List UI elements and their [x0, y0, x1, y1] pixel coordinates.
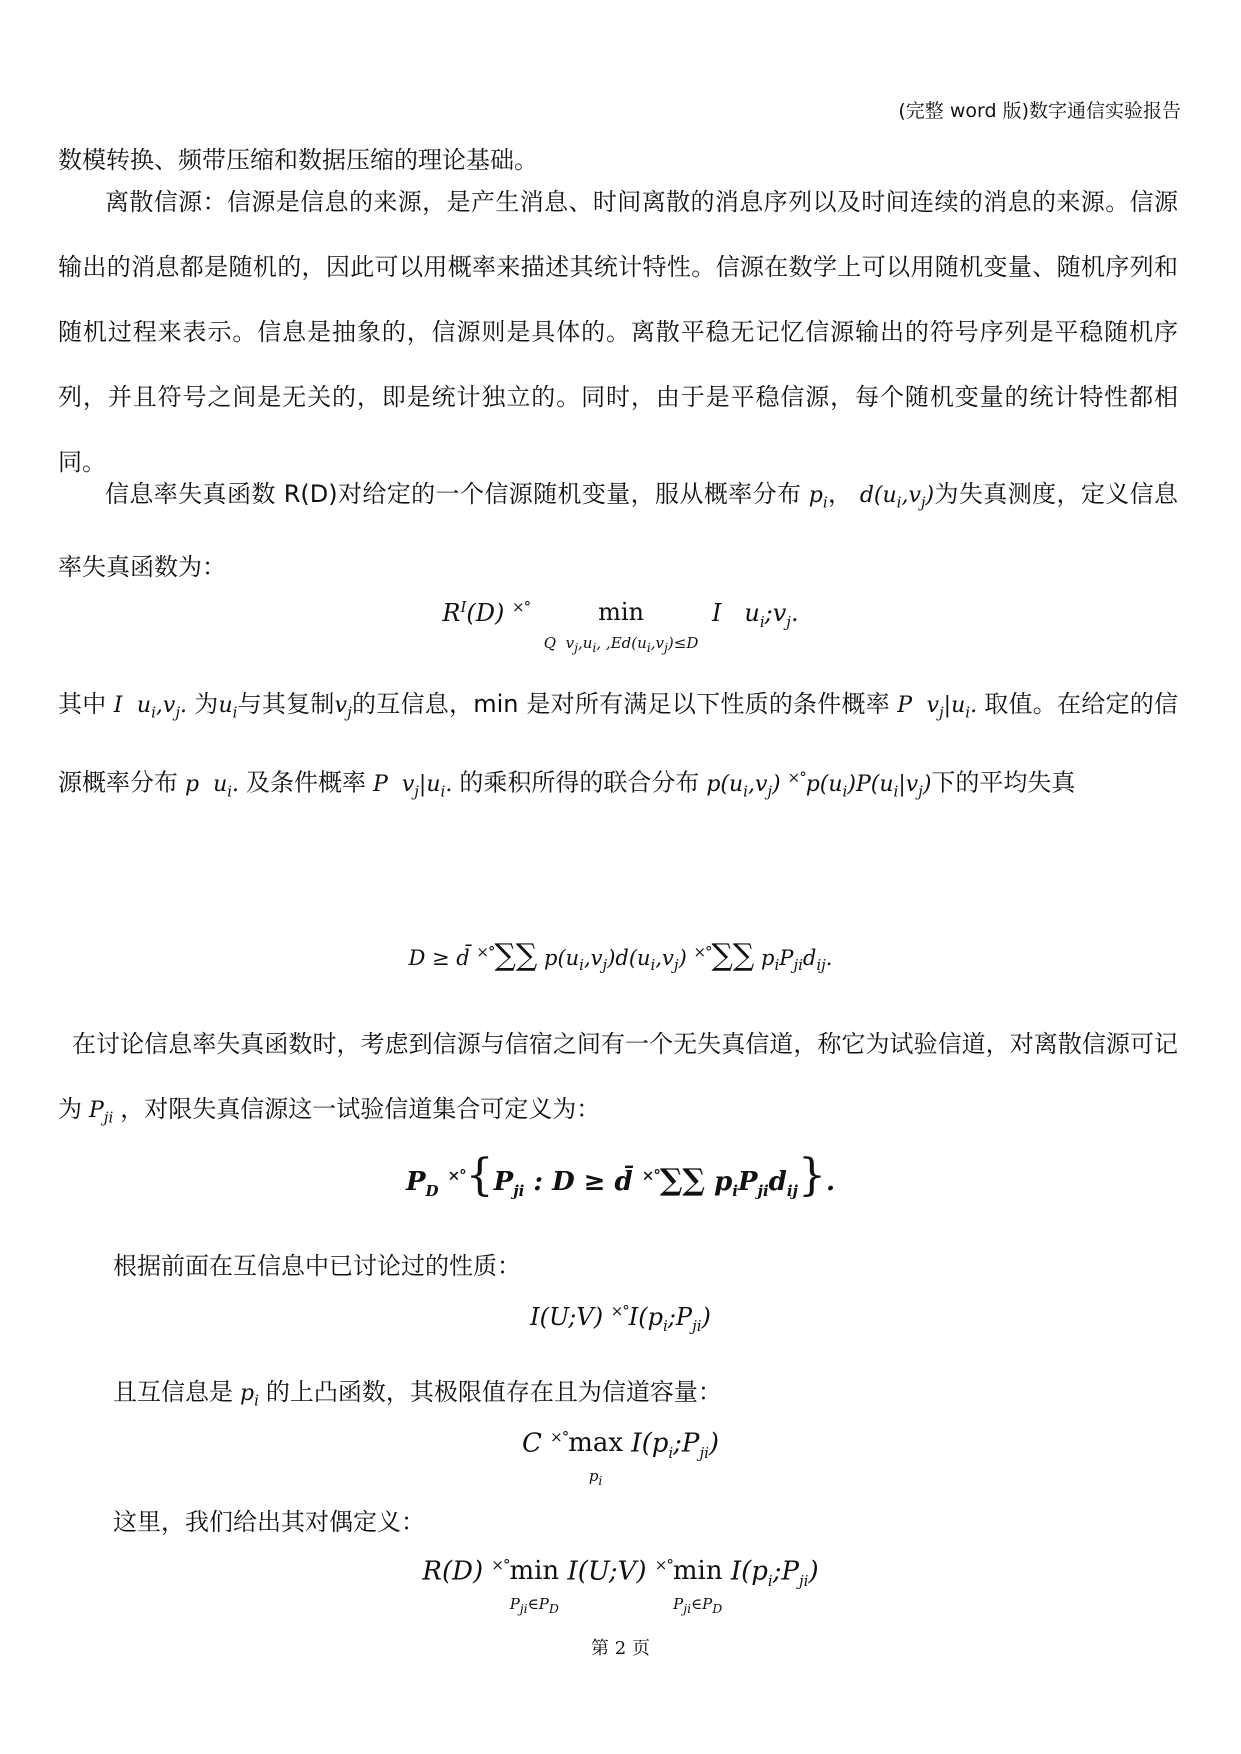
- equation-iuv: I(U;V) $^{\times^\circ}I(p_i;P_{ji})$: [530, 1302, 711, 1335]
- formula-v-j: $v_j$: [334, 693, 352, 722]
- p3-text-a: 信息率失真函数 R(D)对给定的一个信源随机变量，服从概率分布: [105, 480, 802, 508]
- p4-text-b: 为: [194, 690, 219, 718]
- formula-p-i-2: $p_i$: [233, 1381, 259, 1410]
- equation-pd-set: $P_D$ $^{\times^\circ}\{P_{ji}$ : D ≥ d̄ ×°∑∑ $p_iP_{ji}d_{ij}$}.: [405, 1150, 836, 1201]
- paragraph-rate-distortion: [58, 462, 1178, 600]
- p4-text-d: 的互信息，min 是对所有满足以下性质的条件概率: [351, 690, 891, 718]
- formula-joint: $p(u_i,v_j)$ $^{\times^\circ}p(u_i)P(u_i|v_j)$: [699, 768, 932, 801]
- page-number: 第 2 页: [591, 1638, 650, 1659]
- p4-text-a: 其中: [58, 690, 107, 718]
- paragraph-discrete-source: 离散信源：信源是信息的来源，是产生消息、时间离散的消息序列以及时间连续的消息的来源。信源输出的消息都是随机的，因此可以用概率来描述其统计特性。信源在数学上可以用随机变量、随机序列和随机过程来表示。信息是抽象的，信源则是具体的。离散平稳无记忆信源输出的符号序列是平稳随机序列，并且符号之间是无关的，即是统计独立的。同时，由于是平稳信源，每个随机变量的统计特性都相同。: [58, 188, 1178, 476]
- paragraph-mutual-info: [58, 672, 1178, 824]
- formula-p-i: $p_i$: [801, 483, 828, 512]
- p7-text-b: 的上凸函数，其极限值存在且为信道容量：: [265, 1378, 722, 1406]
- paragraph-concave: [58, 1360, 1178, 1433]
- formula-p-ji: $P_{ji}$: [82, 1098, 114, 1127]
- p5-text-b: ，对限失真信源这一试验信道集合可定义为：: [120, 1095, 601, 1123]
- page-header: (完整 word 版)数字通信实验报告: [898, 100, 1181, 122]
- formula-u-i: $u_i$: [218, 693, 238, 722]
- paragraph-property: 根据前面在互信息中已讨论过的性质：: [113, 1252, 521, 1280]
- formula-p-vu: P $v_j|u_i$.: [890, 693, 985, 722]
- p4-text-f: 及条件概率: [246, 768, 367, 797]
- paragraph-1: 数模转换、频带压缩和数据压缩的理论基础。: [58, 146, 538, 174]
- p3-text-b: ，: [827, 480, 853, 508]
- p4-text-e: 取值。在给定的信源概率分布: [58, 690, 1179, 797]
- equation-rd-dual: R(D) ×°min $P_{ji}\in P_D$ I(U;V) ×°min $P_{ji}\in P_D$ $I(p_i;P_{ji})$: [422, 1556, 819, 1616]
- p3-text-c: 为失真测度，定义信息率失真函数为：: [58, 480, 1179, 582]
- equation-capacity: C ×°max $p_i$ $I(p_i;P_{ji})$: [521, 1428, 720, 1488]
- p7-text-a: 且互信息是: [113, 1378, 233, 1406]
- formula-d-uv: $d(u_i,v_j)$: [852, 483, 935, 512]
- formula-p-u: p $u_i$.: [178, 771, 247, 801]
- p4-text-c: 与其复制: [237, 690, 335, 718]
- paragraph-test-channel: [58, 1012, 1178, 1150]
- equation-avg-distortion: D ≥ d̄ ×°∑∑ $p(u_i,v_j)d(u_i,v_j)$ ×°∑∑ $p_iP_{ji}d_{ij}$.: [408, 938, 833, 975]
- p4-text-g: 的乘积所得的联合分布: [459, 768, 700, 797]
- p5-text-a: 在讨论信息率失真函数时，考虑到信源与信宿之间有一个无失真信道，称它为试验信道，对离散信源可记为: [58, 1030, 1178, 1123]
- equation-ri-d: $R^I(D)$ ×° min Q $v_j,u_i$, $,Ed(u_i,v_j)\le D$ I $u_i;v_j$.: [442, 598, 799, 655]
- p4-text-h: 下的平均失真: [931, 768, 1076, 797]
- paragraph-dual: 这里，我们给出其对偶定义：: [113, 1508, 425, 1536]
- formula-i-uv: I $u_i,v_j$.: [106, 693, 195, 722]
- formula-p-vu-2: P $v_j|u_i$.: [366, 771, 460, 801]
